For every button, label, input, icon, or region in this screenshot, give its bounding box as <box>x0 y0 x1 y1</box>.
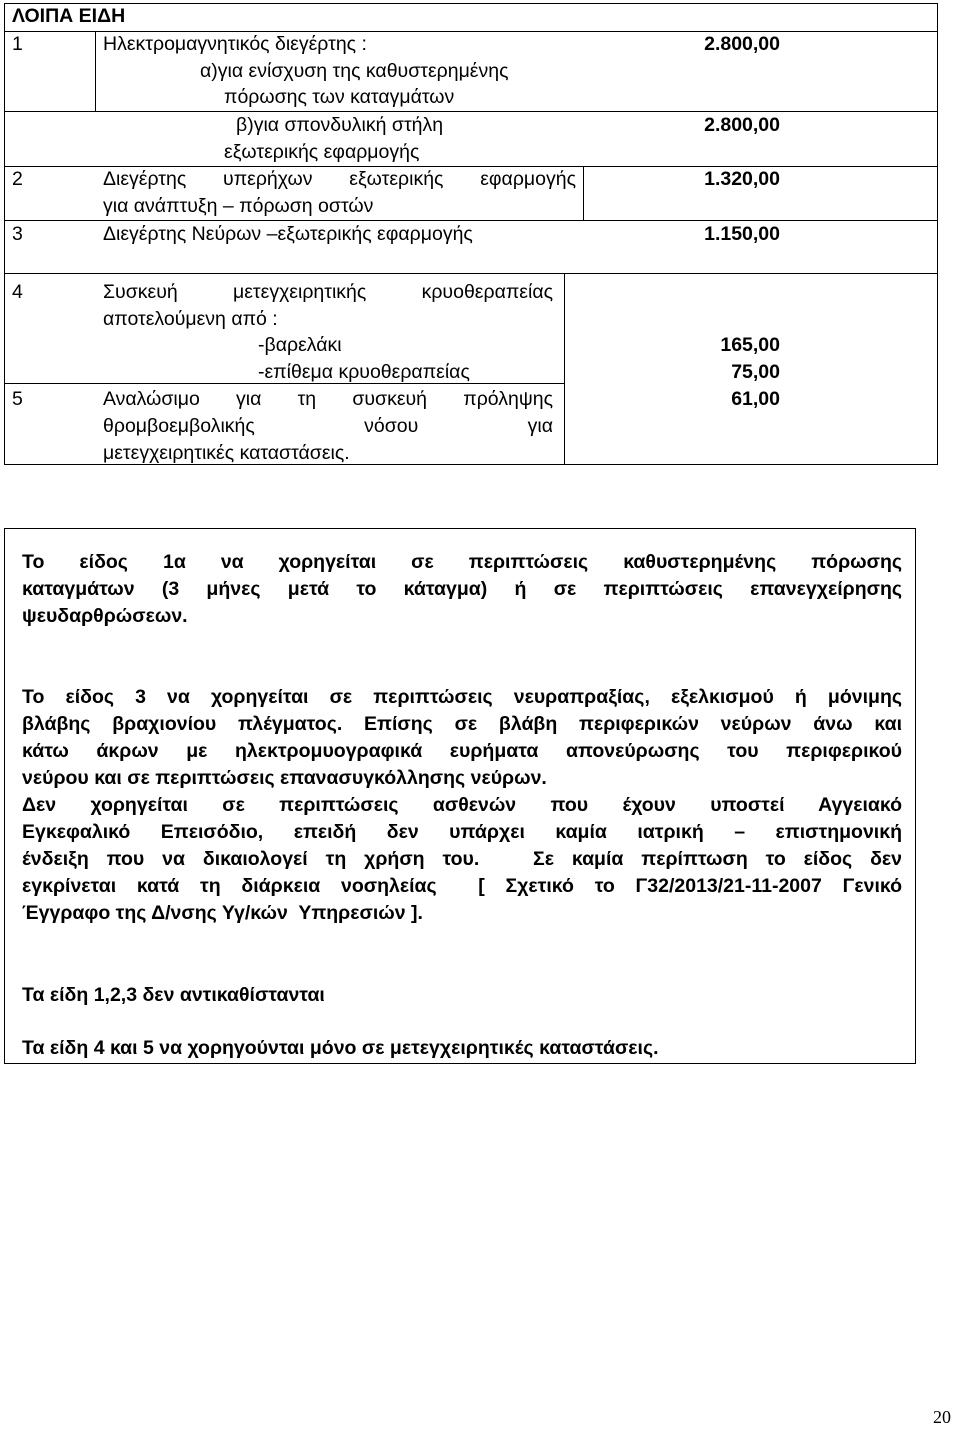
row-divider <box>4 111 938 112</box>
item-1a-price: 2.800,00 <box>704 33 780 55</box>
item-1-number: 1 <box>12 33 23 55</box>
item-2-number: 2 <box>12 168 23 190</box>
item-1a-desc-line1: α)για ενίσχυση της καθυστερημένης <box>200 60 509 82</box>
item-1-name: Ηλεκτρομαγνητικός διεγέρτης : <box>103 33 367 55</box>
item-5-desc-line3: μετεγχειρητικές καταστάσεις. <box>103 442 350 464</box>
note-2-line3: κάτω άκρων με ηλεκτρομυογραφικά ευρήματα απονεύρωσης του περιφερικού <box>22 740 902 762</box>
note-2-line5: Δεν χορηγείται σε περιπτώσεις ασθενών που έχουν υποστεί Αγγειακό <box>22 794 902 816</box>
item-1b-desc-line1: β)για σπονδυλική στήλη <box>236 114 444 136</box>
section-title: ΛΟΙΠΑ ΕΙΔΗ <box>12 5 126 27</box>
item-4-sub1-price: 165,00 <box>720 334 780 356</box>
item-5-desc-line2: θρομβοεμβολικής νόσου για <box>103 415 553 437</box>
item-4-sub1: -βαρελάκι <box>258 334 342 356</box>
item-5-price: 61,00 <box>731 388 780 410</box>
note-1-line3: ψευδαρθρώσεων. <box>22 605 188 627</box>
item-2-desc-line2: για ανάπτυξη – πόρωση οστών <box>103 195 374 217</box>
item-5-number: 5 <box>12 388 23 410</box>
note-4: Τα είδη 4 και 5 να χορηγούνται μόνο σε μετεγχειρητικές καταστάσεις. <box>22 1037 659 1059</box>
item-3-desc: Διεγέρτης Νεύρων –εξωτερικής εφαρμογής <box>103 223 473 245</box>
note-2-line8: εγκρίνεται κατά τη διάρκεια νοσηλείας [ Σχετικό το Γ32/2013/21-11-2007 Γενικό <box>22 875 902 897</box>
item-4-sub2: -επίθεμα κρυοθεραπείας <box>258 361 470 383</box>
column-divider <box>583 166 584 220</box>
note-2-line1: Το είδος 3 να χορηγείται σε περιπτώσεις νευραπραξίας, εξελκισμού ή μόνιμης <box>22 686 902 708</box>
note-2-line7: ένδειξη που να δικαιολογεί τη χρήση του. Σε καμία περίπτωση το είδος δεν <box>22 848 902 870</box>
item-4-number: 4 <box>12 281 23 303</box>
item-3-number: 3 <box>12 223 23 245</box>
item-4-sub2-price: 75,00 <box>731 361 780 383</box>
column-divider <box>564 273 565 465</box>
note-3: Τα είδη 1,2,3 δεν αντικαθίστανται <box>22 984 325 1006</box>
item-4-desc-line1: Συσκευή μετεγχειρητικής κρυοθεραπείας <box>103 281 553 303</box>
item-2-desc-line1: Διεγέρτης υπερήχων εξωτερικής εφαρμογής <box>103 168 576 190</box>
note-2-line6: Εγκεφαλικό Επεισόδιο, επειδή δεν υπάρχει καμία ιατρική – επιστημονική <box>22 821 902 843</box>
note-2-line9: Έγγραφο της Δ/νσης Υγ/κών Υπηρεσιών ]. <box>22 902 423 924</box>
item-3-price: 1.150,00 <box>704 223 780 245</box>
item-4-desc-line2: αποτελούμενη από : <box>103 308 278 330</box>
item-1b-price: 2.800,00 <box>704 114 780 136</box>
page-number: 20 <box>933 1407 951 1427</box>
note-1-line1: Το είδος 1α να χορηγείται σε περιπτώσεις καθυστερημένης πόρωσης <box>22 551 902 573</box>
item-1b-desc-line2: εξωτερικής εφαρμογής <box>224 141 420 163</box>
note-2-line2: βλάβης βραχιονίου πλέγματος. Επίσης σε βλάβη περιφερικών νεύρων άνω και <box>22 713 902 735</box>
note-2-line4: νεύρου και σε περιπτώσεις επανασυγκόλλησης νεύρων. <box>22 767 547 789</box>
column-divider <box>95 31 96 111</box>
note-1-line2: καταγμάτων (3 μήνες μετά το κάταγμα) ή σε περιπτώσεις επανεγχείρησης <box>22 578 902 600</box>
item-2-price: 1.320,00 <box>704 168 780 190</box>
item-1a-desc-line2: πόρωσης των καταγμάτων <box>224 86 455 108</box>
item-5-desc-line1: Αναλώσιμο για τη συσκευή πρόληψης <box>103 388 553 410</box>
